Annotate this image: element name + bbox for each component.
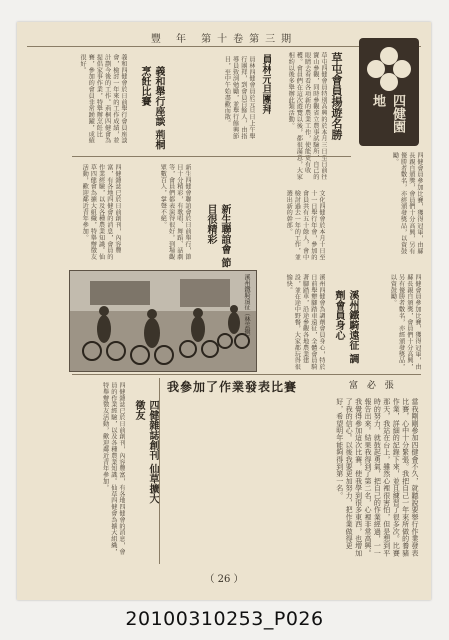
cycling-photo [69, 270, 257, 372]
headline-yuanlin: 員林元旦團拜 [260, 54, 271, 114]
headline-cycling: 溪州鐵騎遠征 調劑會員身心 [333, 290, 358, 364]
article-body-essay: 當我剛剛參加四健會不久，就聽說要舉行作業發表比賽，心中十分緊張。我把自己一年來所做的養豬作業，詳細的記錄下來，並且練習了很多次。比賽那天，我站在台上，雖然心裡很害怕，但是想到平時的努力，就鼓起勇氣，把自己的作業經過，一一報告出來。結果我得到了第二名，心裡非常高興。我覺得參加這次比賽，使我學到很多東西，也增加了我的信心。以後我要更加努力，把作業做得更好，希望明年能夠得到第一名。 [335, 398, 419, 557]
article-body-cycling-2: 四健會員參加比賽，獲得冠軍，由縣長親自頒獎，會員們十分高興，另有優勝者數名，亦經頒發獎品，以資鼓勵。 [389, 274, 421, 370]
magazine-page [17, 22, 431, 600]
headline-new-effort: 新生聯誼會 節目很精彩 [205, 204, 230, 268]
article-body-cooking: 義和四健會於日前舉行會員座談會，檢討一年來的工作成績，並計劃今後的工作。荊桐四健會為提倡家事作業，特舉辦烹飪比賽，參加的會員非常踴躍，成績很好。 [79, 54, 127, 144]
page-header: 豐 年 第十卷第三期 [27, 30, 421, 47]
headline-magazine: 四健雜誌創刊 仙草擴大徵友 [133, 400, 158, 504]
four-h-logo [357, 36, 421, 148]
svg-text:H: H [385, 64, 393, 75]
headline-cooking: 義和舉行座談 荊桐烹飪比賽 [139, 66, 164, 150]
essay-byline: 富 必 張 [349, 381, 397, 391]
article-body-cycling: 溪州四健會為調劑會員身心，特於日前舉辦腳踏車遠征，全體會員騎著腳踏車，沿途參觀各地農業建設，並在途中野餐，大家都玩得很愉快。 [285, 274, 325, 370]
column-title: 四健園地 [370, 94, 405, 133]
article-body-new-effort: 新生四健會聯誼會於日前舉行，節目十分精彩，有歌唱、舞蹈、話劇等，會員們都表演得很好。到場觀眾數百人，掌聲不絕。 [159, 164, 191, 260]
image-caption: 20100310253_P026 [125, 608, 324, 630]
article-body-culture: 文化四健會於本月十日至十一日舉行年會，參加的會員共有五十餘人，會中檢討過去一年的工作，並選出新的幹部。 [285, 190, 325, 261]
article-body-yuanlin: 員林四健會員於元旦日上午舉行團拜，到會員百餘人，由指導員致詞勉勵，並舉行餘興節目，至中午始盡歡而散。 [223, 56, 255, 140]
article-body-magazine: 四健雜誌已於日前創刊，內容豐富，有各地四健會的消息，會員的作業經驗，以及各種農業知識。仙草四健會為擴大組織，特舉辦徵友活動，歡迎鄰近青年參加。 [101, 382, 125, 555]
article-body-caotun: 草屯四健會員特別高興的於本月三日至日前往寶山參觀，同時參觀省立農事試驗所，自己的眼睛去看看各項新的農業工作，使能更有收穫。會員們在這次遊覽以後，都很滿意，大家相約以後多舉辦此類活動。 [287, 52, 327, 180]
headline-caotun: 草屯會員揚遊名勝 [330, 52, 343, 140]
page-number: （ 26 ） [204, 574, 244, 585]
photo-caption: 溪州鐵騎遠征（林雲攝） [243, 274, 250, 340]
article-body-top: 四健會員參加比賽，獲得冠軍，由縣長親自頒獎，會員們十分高興，另有優勝者數名，亦經頒發獎品，以資鼓勵。 [391, 152, 423, 255]
article-body-left-top: 四健雜誌已於日前創刊，內容豐富，有各地四健會的消息，會員的作業經驗，以及各種農業知識。仙草四健會為擴大組織，特舉辦徵友活動，歡迎鄰近青年參加。 [81, 164, 121, 260]
headline-essay: 我參加了作業發表比賽 [167, 380, 298, 394]
